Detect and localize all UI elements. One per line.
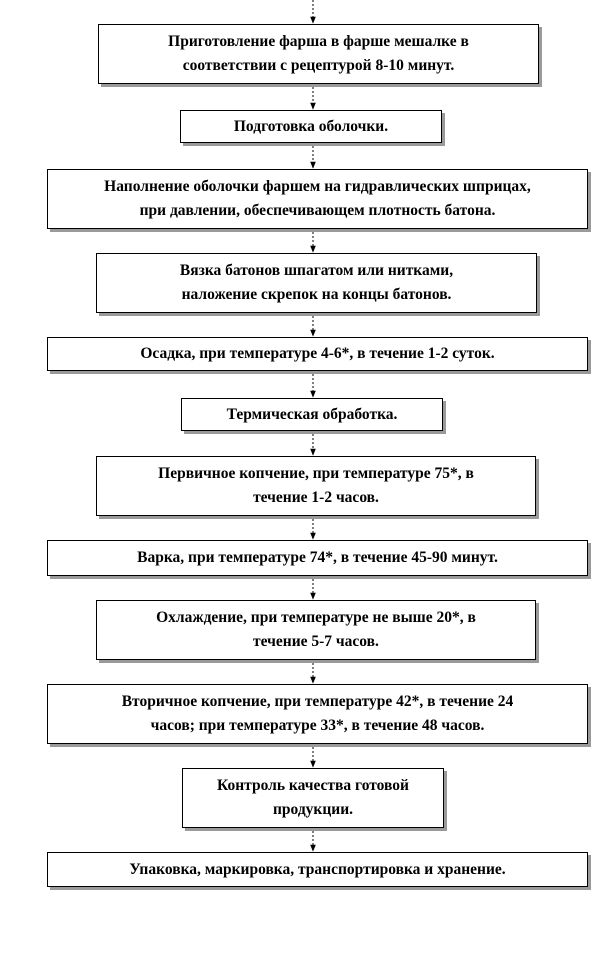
step-casing-filling-text: Наполнение оболочки фаршем на гидравлических шприцах, при давлении, обеспечивающем плотность батона. <box>104 178 531 219</box>
step-quality-control-text: Контроль качества готовой продукции. <box>217 777 409 818</box>
step-primary-smoking-text: Первичное копчение, при температуре 75*, в течение 1-2 часов. <box>158 465 474 506</box>
step-secondary-smoking <box>47 684 588 744</box>
step-casing-filling <box>47 169 588 229</box>
step-mincing-text: Приготовление фарша в фарше мешалке в соответствии с рецептурой 8-10 минут. <box>168 33 469 74</box>
step-cooling-text: Охлаждение, при температуре не выше 20*, в течение 5-7 часов. <box>156 609 476 650</box>
step-cooking-text: Варка, при температуре 74*, в течение 45-90 минут. <box>137 549 498 566</box>
step-quality-control <box>182 768 444 828</box>
step-heat-treatment <box>181 398 443 431</box>
step-tying <box>96 253 537 313</box>
step-casing-preparation-text: Подготовка оболочки. <box>233 117 389 135</box>
step-cooling <box>96 600 536 660</box>
step-tying-text: Вязка батонов шпагатом или нитками, наложение скрепок на концы батонов. <box>179 262 454 303</box>
step-secondary-smoking-text: Вторичное копчение, при температуре 42*, в течение 24 часов; при температуре 33*, в течение 48 часов. <box>121 693 514 734</box>
step-heat-treatment-text: Термическая обработка. <box>226 405 398 423</box>
step-primary-smoking <box>96 456 536 516</box>
step-cooking <box>47 540 588 576</box>
step-settling <box>47 337 588 371</box>
step-packaging-text: Упаковка, маркировка, транспортировка и хранение. <box>129 860 506 878</box>
step-settling-text: Осадка, при температуре 4-6*, в течение 1-2 суток. <box>140 345 495 362</box>
step-casing-preparation <box>180 110 442 143</box>
step-packaging <box>47 852 588 887</box>
step-mincing <box>98 24 539 84</box>
